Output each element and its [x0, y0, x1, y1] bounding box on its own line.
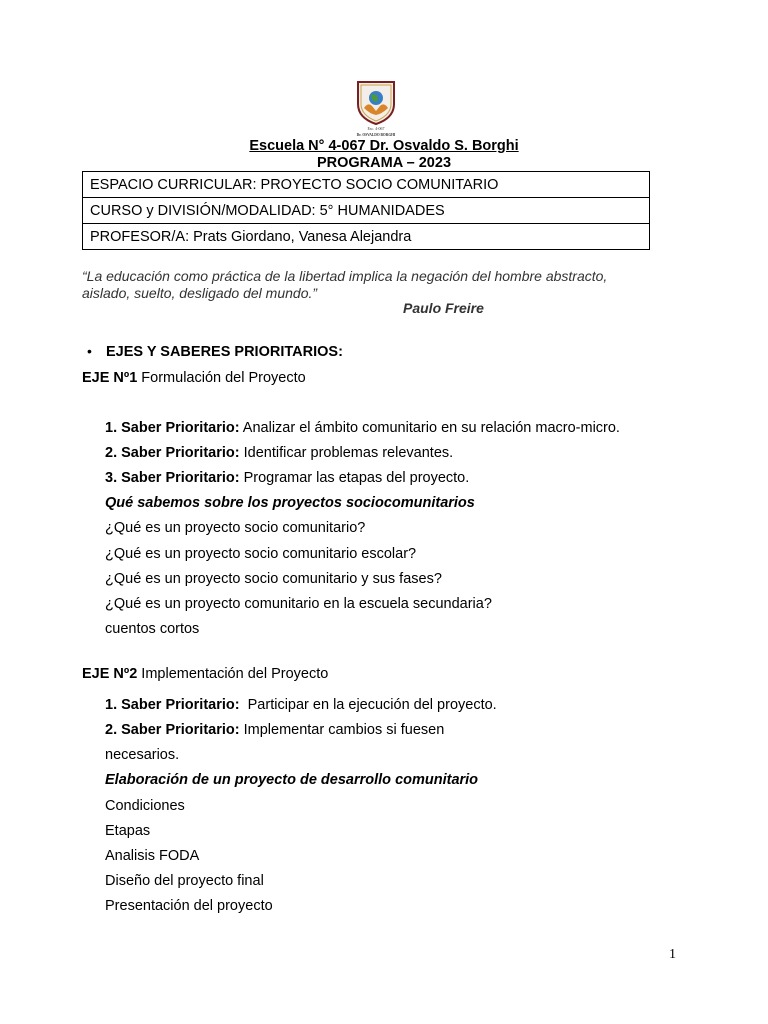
eje1-label: EJE Nº1 [82, 370, 138, 386]
eje2-subtitle: Elaboración de un proyecto de desarrollo comunitario [105, 772, 479, 788]
info-course-division: CURSO y DIVISIÓN/MODALIDAD: 5° HUMANIDADES [83, 198, 650, 224]
logo-text-top: Esc. 4-067 [367, 126, 385, 131]
page-number: 1 [669, 947, 676, 962]
list-item: ¿Qué es un proyecto socio comunitario? [105, 520, 366, 536]
list-item: Presentación del proyecto [105, 898, 273, 914]
bullet-icon: • [87, 343, 92, 359]
section-title: EJES Y SABERES PRIORITARIOS: [106, 344, 343, 360]
saber-text: Participar en la ejecución del proyecto. [239, 697, 497, 713]
list-item: ¿Qué es un proyecto socio comunitario escolar? [105, 546, 417, 562]
eje1-saber-1 [105, 420, 620, 436]
logo-text-bottom: Dr. OSVALDO BORGHI [356, 133, 396, 137]
eje2-title: Implementación del Proyecto [137, 666, 329, 682]
program-title: PROGRAMA – 2023 [316, 155, 452, 171]
eje2-saber-2-continuation: necesarios. [105, 747, 180, 763]
eje2-label: EJE Nº2 [82, 666, 138, 682]
eje2-heading [82, 666, 328, 682]
saber-text: Analizar el ámbito comunitario en su relación macro-micro. [239, 420, 620, 436]
saber-number: 1. Saber Prioritario: [105, 420, 240, 436]
eje1-saber-3 [105, 470, 469, 486]
school-name: Escuela N° 4-067 Dr. Osvaldo S. Borghi [249, 138, 519, 154]
info-curricular-space: ESPACIO CURRICULAR: PROYECTO SOCIO COMUNITARIO [83, 172, 650, 198]
info-teacher: PROFESOR/A: Prats Giordano, Vanesa Alejandra [83, 224, 650, 250]
list-item: Condiciones [105, 798, 185, 814]
table-row [83, 198, 650, 224]
eje2-saber-1 [105, 697, 497, 713]
list-item: Diseño del proyecto final [105, 873, 264, 889]
saber-number: 2. Saber Prioritario: [105, 722, 240, 738]
saber-text: Programar las etapas del proyecto. [239, 470, 470, 486]
quote-line-2: aislado, suelto, desligado del mundo.” [82, 285, 318, 301]
eje2-saber-2 [105, 722, 444, 738]
eje1-saber-2 [105, 445, 453, 461]
eje1-title: Formulación del Proyecto [137, 370, 306, 386]
eje1-subtitle: Qué sabemos sobre los proyectos sociocomunitarios [105, 495, 475, 511]
saber-number: 3. Saber Prioritario: [105, 470, 240, 486]
school-logo [352, 78, 400, 138]
saber-number: 1. Saber Prioritario: [105, 697, 240, 713]
table-row [83, 172, 650, 198]
list-item: ¿Qué es un proyecto socio comunitario y sus fases? [105, 571, 442, 587]
list-item: ¿Qué es un proyecto comunitario en la escuela secundaria? [105, 596, 492, 612]
quote-line-1: “La educación como práctica de la libertad implica la negación del hombre abstracto, [82, 268, 608, 284]
quote-author: Paulo Freire [403, 300, 484, 316]
list-item: Etapas [105, 823, 151, 839]
eje1-heading [82, 370, 306, 386]
info-table [82, 171, 650, 250]
saber-text: Identificar problemas relevantes. [239, 445, 454, 461]
saber-number: 2. Saber Prioritario: [105, 445, 240, 461]
table-row [83, 224, 650, 250]
list-item: Analisis FODA [105, 848, 200, 864]
saber-text: Implementar cambios si fuesen [239, 722, 445, 738]
list-item: cuentos cortos [105, 621, 200, 637]
